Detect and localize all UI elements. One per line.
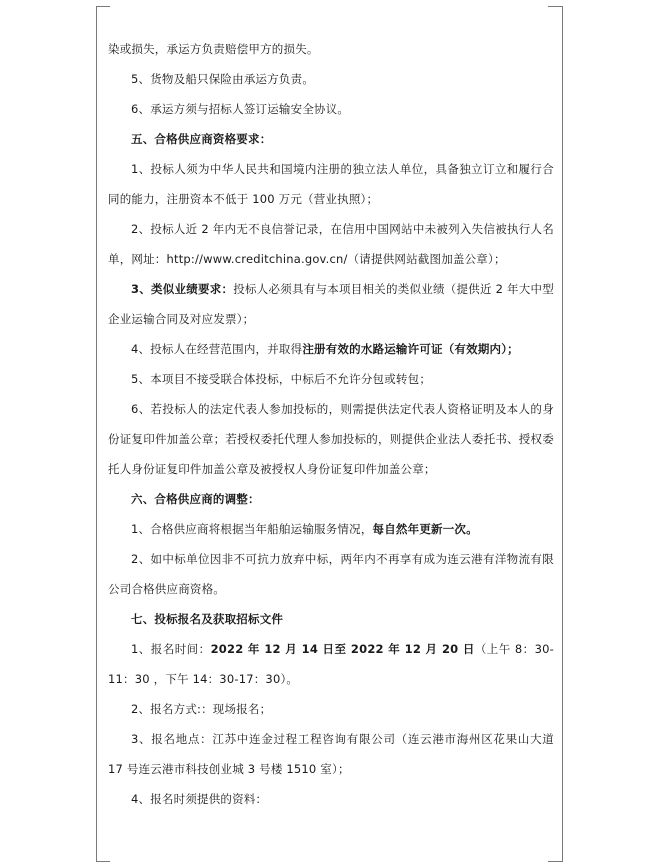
paragraph-adjustment-2: 2、如中标单位因非不可抗力放弃中标，两年内不再享有成为连云港有洋物流有限公司合格供应商资格。 [108, 552, 554, 596]
page-frame-right-rule [562, 6, 563, 862]
label-similar-performance: 3、类似业绩要求： [131, 282, 234, 296]
paragraph-qualification-3-performance [108, 274, 554, 334]
text-license-prefix: 4、投标人在经营范围内，并取得 [131, 342, 303, 356]
paragraph-qualification-6-representative: 6、若投标人的法定代表人参加投标的，则需提供法定代表人资格证明及本人的身份证复印件加盖公章；若授权委托代理人参加投标的，则提供企业法人委托书、授权委托人身份证复印件加盖公章及被授权人身份证复印件加盖公章； [108, 402, 554, 476]
document-body [108, 34, 554, 814]
page-frame-corner-top-left [96, 6, 110, 7]
paragraph-adjustment-1 [108, 514, 554, 544]
text-similar-performance: 投标人必须具有与本项目相关的类似业绩（提供近 2 年大中型企业运输合同及对应发票）； [108, 282, 554, 326]
page-frame-corner-bottom-left [96, 861, 110, 862]
paragraph-qualification-5-no-joint-bid: 5、本项目不接受联合体投标，中标后不允许分包或转包； [131, 372, 432, 386]
paragraph-qualification-4-license [108, 334, 554, 364]
paragraph-registration-method: 2、报名方式:：现场报名； [131, 702, 272, 716]
paragraph-registration-time [108, 634, 554, 694]
paragraph-clause-5-insurance: 5、货物及船只保险由承运方负责。 [131, 72, 315, 86]
text-registration-time-label: 1、报名时间： [131, 642, 211, 656]
paragraph-qualification-2-credit: 2、投标人近 2 年内无不良信誉记录，在信用中国网站中未被列入失信被执行人名单，网址：http://www.creditchina.gov.cn/（请提供网站截图加盖公章）； [108, 222, 554, 266]
emphasis-registration-dates: 2022 年 12 月 14 日至 2022 年 12 月 20 日 [210, 642, 475, 656]
page-frame-corner-top-right [548, 6, 562, 7]
section-heading-seven: 七、投标报名及获取招标文件 [131, 612, 284, 626]
paragraph-registration-location: 3、报名地点：江苏中连金过程工程咨询有限公司（连云港市海州区花果山大道 17 号连云港市科技创业城 3 号楼 1510 室）； [108, 732, 554, 776]
section-heading-five: 五、合格供应商资格要求： [131, 132, 272, 146]
emphasis-annual-update: 每自然年更新一次。 [372, 522, 478, 536]
page-frame-corner-bottom-right [548, 861, 562, 862]
text-adjustment-prefix: 1、合格供应商将根据当年船舶运输服务情况， [131, 522, 373, 536]
paragraph-qualification-1: 1、投标人须为中华人民共和国境内注册的独立法人单位，具备独立订立和履行合同的能力，注册资本不低于 100 万元（营业执照）； [108, 162, 554, 206]
section-heading-six: 六、合格供应商的调整： [131, 492, 260, 506]
paragraph-continuation: 染或损失，承运方负责赔偿甲方的损失。 [108, 42, 319, 56]
page-frame-left-rule [96, 6, 97, 862]
paragraph-clause-6-safety-agreement: 6、承运方须与招标人签订运输安全协议。 [131, 102, 350, 116]
text-registration-hours: （上午 8：30-11：30 ，下午 14：30-17：30）。 [108, 642, 554, 686]
paragraph-registration-materials: 4、报名时须提供的资料： [131, 792, 268, 806]
emphasis-waterway-license: 注册有效的水路运输许可证（有效期内）； [302, 342, 519, 356]
